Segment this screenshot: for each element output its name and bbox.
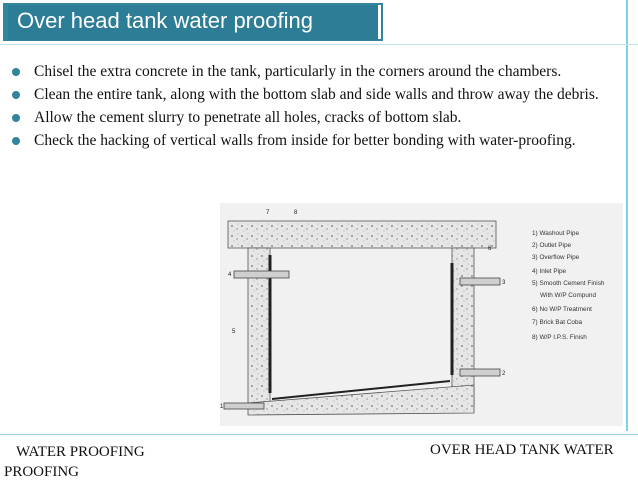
callout-7: 7 bbox=[266, 210, 270, 216]
callout-4: 4 bbox=[228, 272, 232, 278]
legend-item: 2) Outlet Pipe bbox=[532, 242, 572, 249]
legend-item: 7) Brick Bat Coba bbox=[532, 319, 583, 326]
callout-5: 5 bbox=[232, 329, 236, 335]
bullet-text: Check the hacking of vertical walls from inside for better bonding with water-proofing. bbox=[34, 132, 576, 149]
bullet-item bbox=[10, 108, 610, 128]
slide-frame-edge bbox=[626, 0, 628, 431]
bullet-text: Clean the entire tank, along with the bottom slab and side walls and throw away the debris. bbox=[34, 86, 599, 103]
bullet-item bbox=[10, 131, 610, 151]
overflow-pipe bbox=[460, 278, 500, 285]
legend-item: 4) Inlet Pipe bbox=[532, 268, 567, 275]
legend-item: With W/P Compund bbox=[540, 292, 596, 299]
bullet-list bbox=[10, 62, 610, 154]
callout-8: 8 bbox=[294, 210, 298, 216]
legend-item: 5) Smooth Cement Finish bbox=[532, 280, 605, 287]
washout-pipe bbox=[224, 403, 264, 409]
inlet-pipe bbox=[234, 271, 289, 278]
right-wall bbox=[452, 248, 474, 408]
bullet-dot-icon bbox=[12, 91, 20, 99]
bullet-dot-icon bbox=[12, 68, 20, 76]
title-divider bbox=[0, 44, 638, 45]
roof-slab bbox=[228, 221, 496, 248]
legend-item: 6) No W/P Treatment bbox=[532, 306, 592, 313]
legend-item: 1) Washout Pipe bbox=[532, 230, 580, 237]
bullet-text: Allow the cement slurry to penetrate all holes, cracks of bottom slab. bbox=[34, 109, 462, 126]
callout-1: 1 bbox=[220, 404, 224, 410]
slide-title: Over head tank water proofing bbox=[17, 8, 313, 33]
bullet-dot-icon bbox=[12, 114, 20, 122]
legend-item: 8) W/P I.P.S. Finish bbox=[532, 334, 587, 341]
footer-right-text: OVER HEAD TANK WATER bbox=[430, 442, 614, 458]
bullet-text: Chisel the extra concrete in the tank, particularly in the corners around the chambers. bbox=[34, 63, 562, 80]
bullet-item bbox=[10, 62, 610, 82]
footer-wrap-text: PROOFING bbox=[4, 464, 80, 480]
outlet-pipe bbox=[460, 369, 500, 376]
legend-item: 3) Overflow Pipe bbox=[532, 254, 580, 261]
callout-6: 6 bbox=[488, 246, 492, 252]
footer-left-text: WATER PROOFING bbox=[16, 444, 145, 460]
callout-3: 3 bbox=[502, 280, 506, 286]
tank-section-diagram bbox=[220, 203, 623, 426]
callout-2: 2 bbox=[502, 371, 506, 377]
bullet-dot-icon bbox=[12, 137, 20, 145]
bullet-item bbox=[10, 85, 610, 105]
